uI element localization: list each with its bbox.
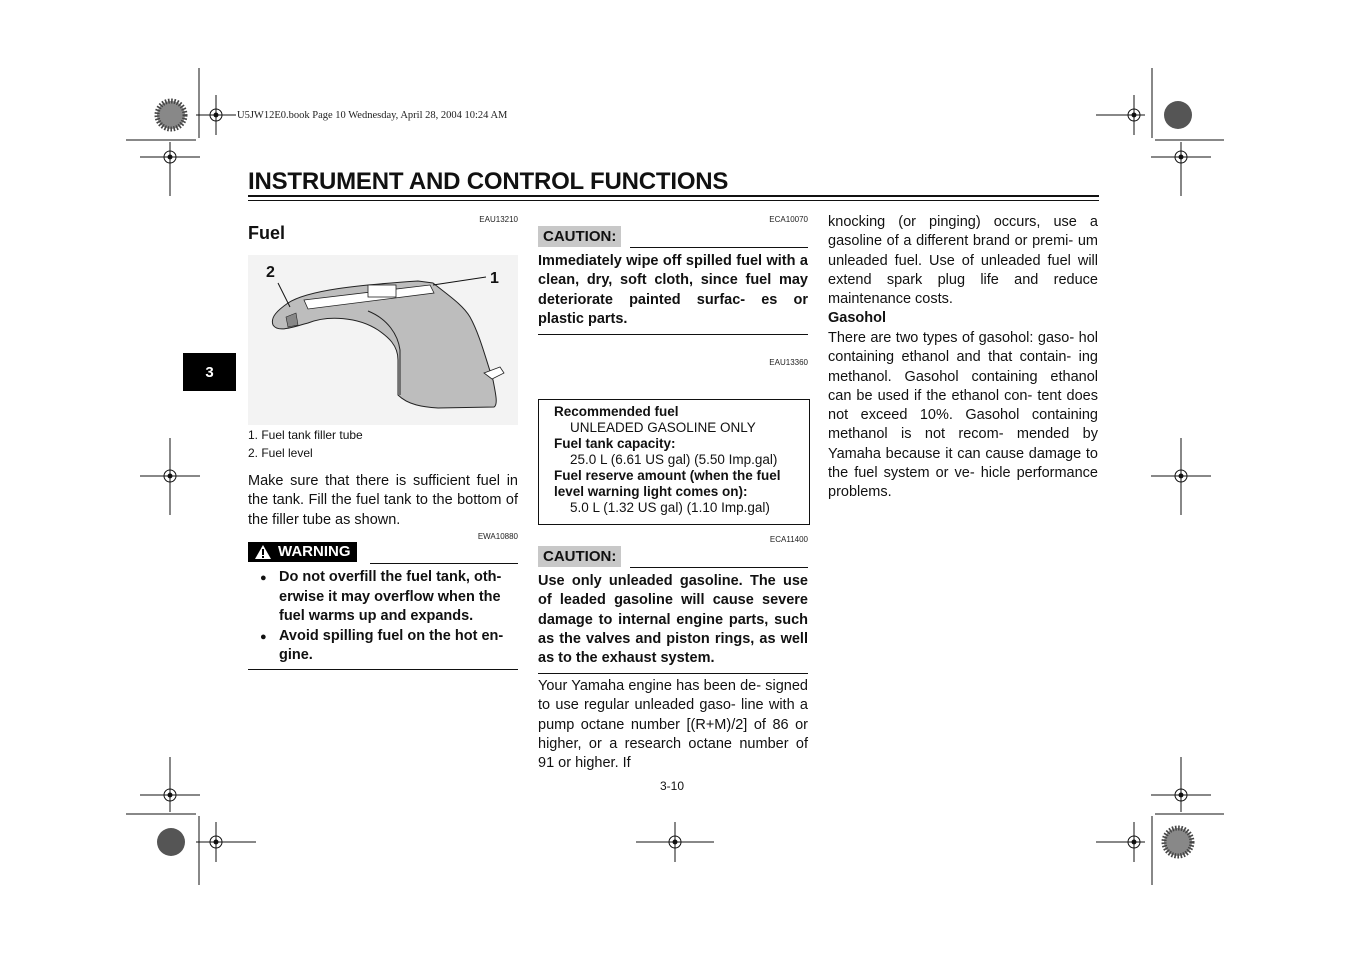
warning-end-rule <box>248 669 518 670</box>
list-item <box>248 627 518 666</box>
caution1-rule <box>630 247 808 248</box>
spec-recommended-value: UNLEADED GASOLINE ONLY <box>570 420 756 435</box>
fuel-paragraph: Make sure that there is sufficient fuel in the tank. Fill the fuel tank to the bottom of the filler tube as shown. <box>248 473 518 528</box>
octane-paragraph: Your Yamaha engine has been de- signed to use regular unleaded gaso- line with a pump octane number [(R+M)/2] of 86 or higher, or a research octane number of 91 or higher. If <box>538 678 808 772</box>
callout-1: 1 <box>490 270 499 287</box>
caution1-end-rule <box>538 334 808 335</box>
spec-capacity-label: Fuel tank capacity: <box>554 436 676 451</box>
warning-rule <box>370 563 518 564</box>
knocking-paragraph: knocking (or pinging) occurs, use a gasoline of a different brand or premi- um unleaded fuel. Use of unleaded fuel will extend spark plug life and reduce maintenance costs. <box>828 214 1098 308</box>
bullet-icon: ● <box>260 630 267 643</box>
caution2-rule <box>630 567 808 568</box>
spec-reserve-label-2: level warning light comes on): <box>554 484 748 499</box>
bullet-icon: ● <box>260 572 267 584</box>
warning-code: EWA10880 <box>477 532 518 541</box>
page-title: INSTRUMENT AND CONTROL FUNCTIONS <box>248 168 729 195</box>
warning-label-text: WARNING <box>278 543 351 560</box>
list-item <box>248 568 518 627</box>
figure-caption-2: 2. Fuel level <box>248 446 313 460</box>
title-rule-thin <box>248 200 1099 201</box>
warning-item-text: Avoid spilling fuel on the hot en- gine. <box>279 627 504 663</box>
spec-capacity-value: 25.0 L (6.61 US gal) (5.50 Imp.gal) <box>570 452 778 467</box>
caution2-text: Use only unleaded gasoline. The use of leaded gasoline will cause severe damage to internal engine parts, such as the valves and piston rings, as well as to the exhaust system. <box>538 573 808 667</box>
caution1-label: CAUTION: <box>538 226 621 247</box>
chapter-tab: 3 <box>183 353 236 391</box>
warning-triangle-icon <box>254 544 272 560</box>
page-number: 3-10 <box>660 779 685 793</box>
warning-item-text: Do not overfill the fuel tank, oth- erwise it may overflow when the fuel warms up and expands. <box>279 569 502 624</box>
spec-reserve-value: 5.0 L (1.32 US gal) (1.10 Imp.gal) <box>570 500 770 515</box>
fuel-spec-box <box>538 399 810 525</box>
callout-2: 2 <box>266 264 275 281</box>
warning-list <box>248 568 518 666</box>
gasohol-heading: Gasohol <box>828 310 887 326</box>
section-code: EAU13210 <box>479 215 518 224</box>
title-rule <box>248 195 1099 197</box>
caution1-text: Immediately wipe off spilled fuel with a clean, dry, soft cloth, since fuel may deteriorate painted surfac- es or plastic parts. <box>538 253 808 327</box>
caution2-label: CAUTION: <box>538 546 621 567</box>
gasohol-paragraph: There are two types of gasohol: gaso- hol containing ethanol and that contain- ing methanol. Gasohol containing ethanol can be used if the ethanol con- tent does not exceed 10%. Gasohol containing methanol is not recom- mended by Yamaha because it can cause damage to the fuel system or ve- hicle performance problems. <box>828 330 1098 501</box>
warning-label <box>248 542 357 562</box>
caution2-code: ECA11400 <box>769 535 808 544</box>
spec-reserve-label-1: Fuel reserve amount (when the fuel <box>554 468 781 483</box>
spec-code: EAU13360 <box>769 358 808 367</box>
book-header: U5JW12E0.book Page 10 Wednesday, April 28, 2004 10:24 AM <box>237 110 508 121</box>
caution2-end-rule <box>538 673 808 674</box>
fuel-tank-illustration <box>248 255 518 425</box>
spec-recommended-label: Recommended fuel <box>554 404 679 419</box>
section-heading: Fuel <box>248 223 286 243</box>
caution1-code: ECA10070 <box>769 215 808 224</box>
figure-caption-1: 1. Fuel tank filler tube <box>248 428 363 442</box>
